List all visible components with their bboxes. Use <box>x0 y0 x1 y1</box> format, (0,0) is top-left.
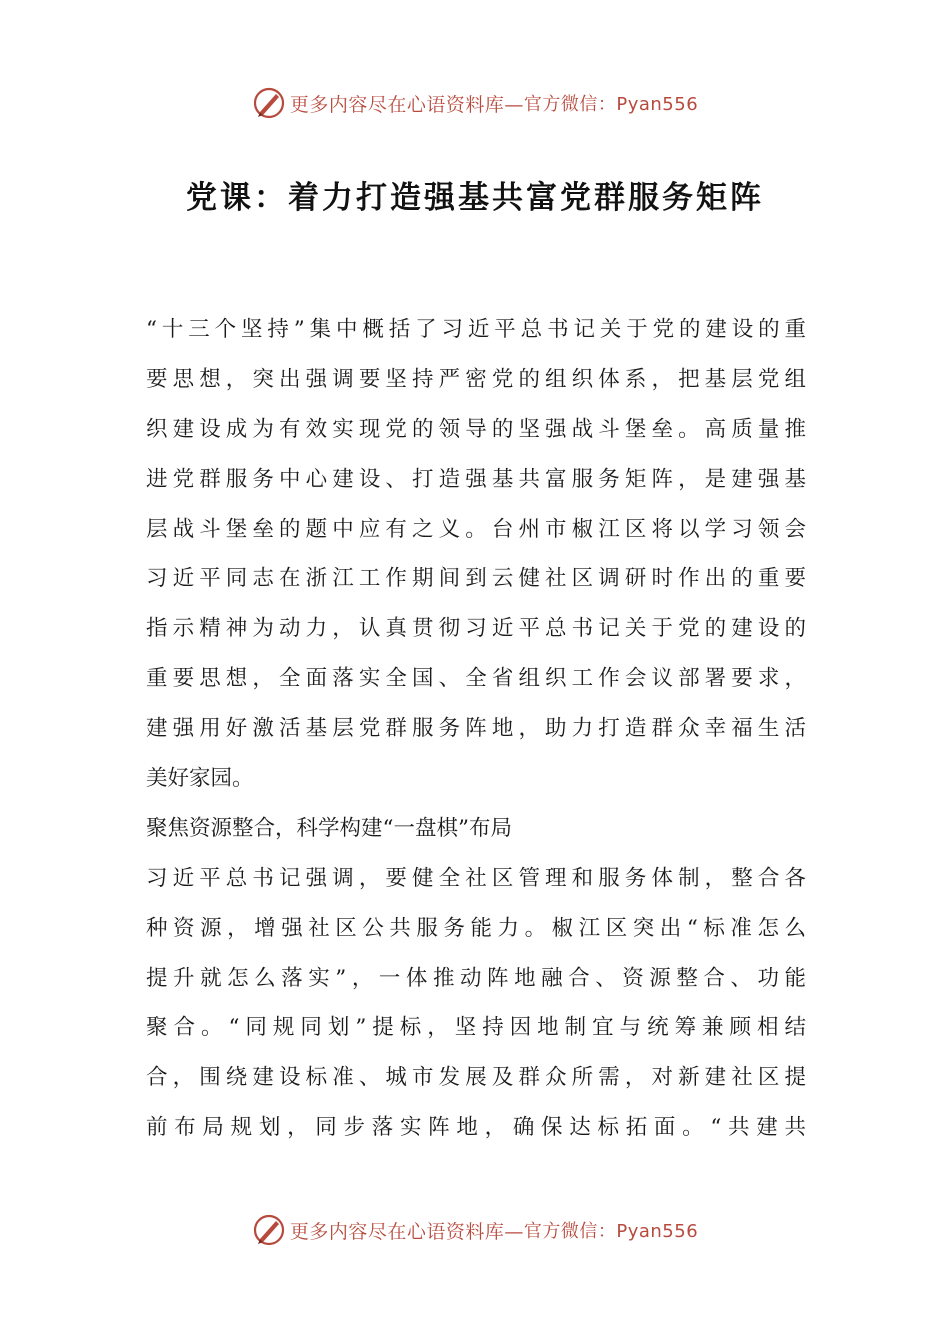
text-line: “十三个坚持”集中概括了习近平总书记关于党的建设的重 <box>146 317 806 342</box>
watermark-text: 更多内容尽在心语资料库— <box>289 93 524 116</box>
text-line: 重要思想，全面落实全国、全省组织工作会议部署要求， <box>146 666 806 692</box>
text-line: 要思想，突出强调要坚持严密党的组织体系，把基层党组 <box>146 366 806 392</box>
text-line: 提升就怎么落实”，一体推动阵地融合、资源整合、功能 <box>146 965 806 991</box>
header-watermark <box>0 83 950 123</box>
watermark-text: 更多内容尽在心语资料库— <box>289 1220 524 1243</box>
text-line: 聚合。“同规同划”提标，坚持因地制宜与统筹兼顾相结 <box>146 1015 806 1041</box>
section-heading: 聚焦资源整合，科学构建“一盘棋”布局 <box>146 815 512 841</box>
text-line: 美好家园。 <box>146 766 254 792</box>
text-line: 建强用好激活基层党群服务阵地，助力打造群众幸福生活 <box>146 716 806 742</box>
watermark-wechat: 官方微信：Pyan556 <box>523 1221 699 1242</box>
pen-logo-icon <box>252 86 286 120</box>
text-line: 习近平同志在浙江工作期间到云健社区调研时作出的重要 <box>146 566 806 592</box>
text-line: 指示精神为动力，认真贯彻习近平总书记关于党的建设的 <box>146 616 806 642</box>
text-line: 合，围绕建设标准、城市发展及群众所需，对新建社区提 <box>146 1065 806 1091</box>
text-line: 织建设成为有效实现党的领导的坚强战斗堡垒。高质量推 <box>146 416 806 442</box>
document-title: 党课：着力打造强基共富党群服务矩阵 <box>186 180 764 216</box>
text-line: 层战斗堡垒的题中应有之义。台州市椒江区将以学习领会 <box>146 516 806 542</box>
text-line: 进党群服务中心建设、打造强基共富服务矩阵，是建强基 <box>146 466 806 492</box>
text-line: 习近平总书记强调，要健全社区管理和服务体制，整合各 <box>146 865 806 891</box>
watermark-wechat: 官方微信：Pyan556 <box>523 94 699 115</box>
pen-logo-icon <box>252 1213 286 1247</box>
text-line: 前布局规划，同步落实阵地，确保达标拓面。“共建共 <box>146 1115 806 1141</box>
text-line: 种资源，增强社区公共服务能力。椒江区突出“标准怎么 <box>146 915 806 941</box>
document-body <box>146 305 806 1153</box>
footer-watermark <box>0 1210 950 1250</box>
